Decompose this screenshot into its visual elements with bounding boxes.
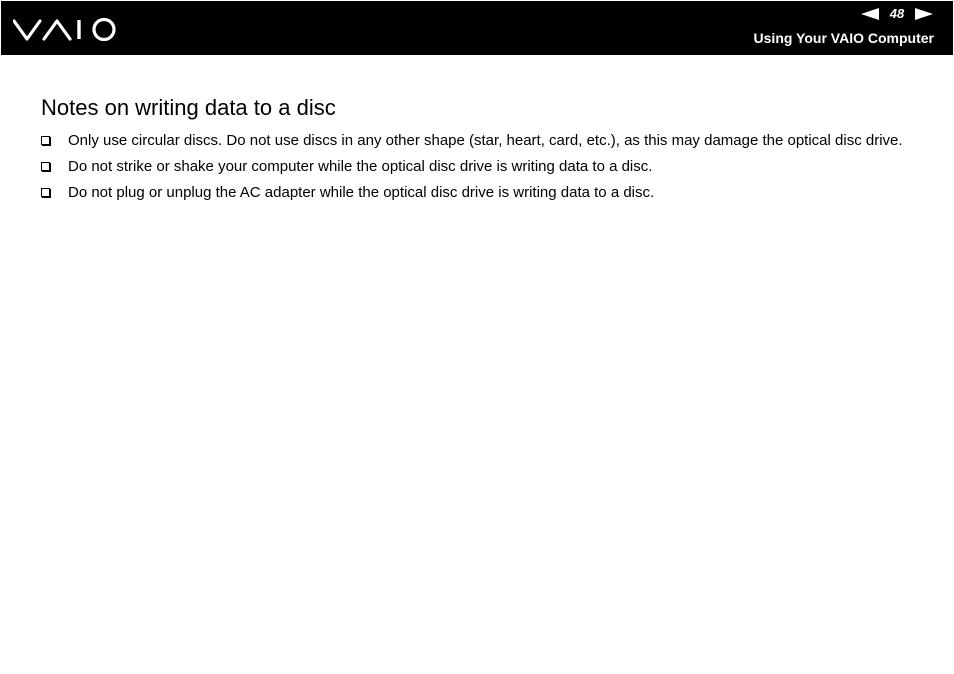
- page-navigation: [861, 6, 933, 21]
- list-item-text: Only use circular discs. Do not use discs in any other shape (star, heart, card, etc.), as this may damage the optical disc drive.: [68, 132, 903, 149]
- checkbox-bullet-icon: [41, 136, 50, 145]
- vaio-logo-icon: [13, 15, 121, 43]
- prev-page-arrow-icon[interactable]: [861, 8, 879, 20]
- checkbox-bullet-icon: [41, 188, 50, 197]
- list-item-text: Do not strike or shake your computer while the optical disc drive is writing data to a disc.: [68, 158, 653, 175]
- list-item: [40, 157, 920, 176]
- list-item-text: Do not plug or unplug the AC adapter while the optical disc drive is writing data to a disc.: [68, 184, 655, 201]
- list-item: [40, 131, 920, 150]
- header-bar: [1, 1, 953, 55]
- section-title: Using Your VAIO Computer: [753, 30, 934, 46]
- next-page-arrow-icon[interactable]: [915, 8, 933, 20]
- page-title: Notes on writing data to a disc: [41, 95, 336, 120]
- checkbox-bullet-icon: [41, 162, 50, 171]
- page-number: 48: [889, 6, 905, 21]
- list-item: [40, 183, 920, 202]
- notes-list: [40, 131, 920, 209]
